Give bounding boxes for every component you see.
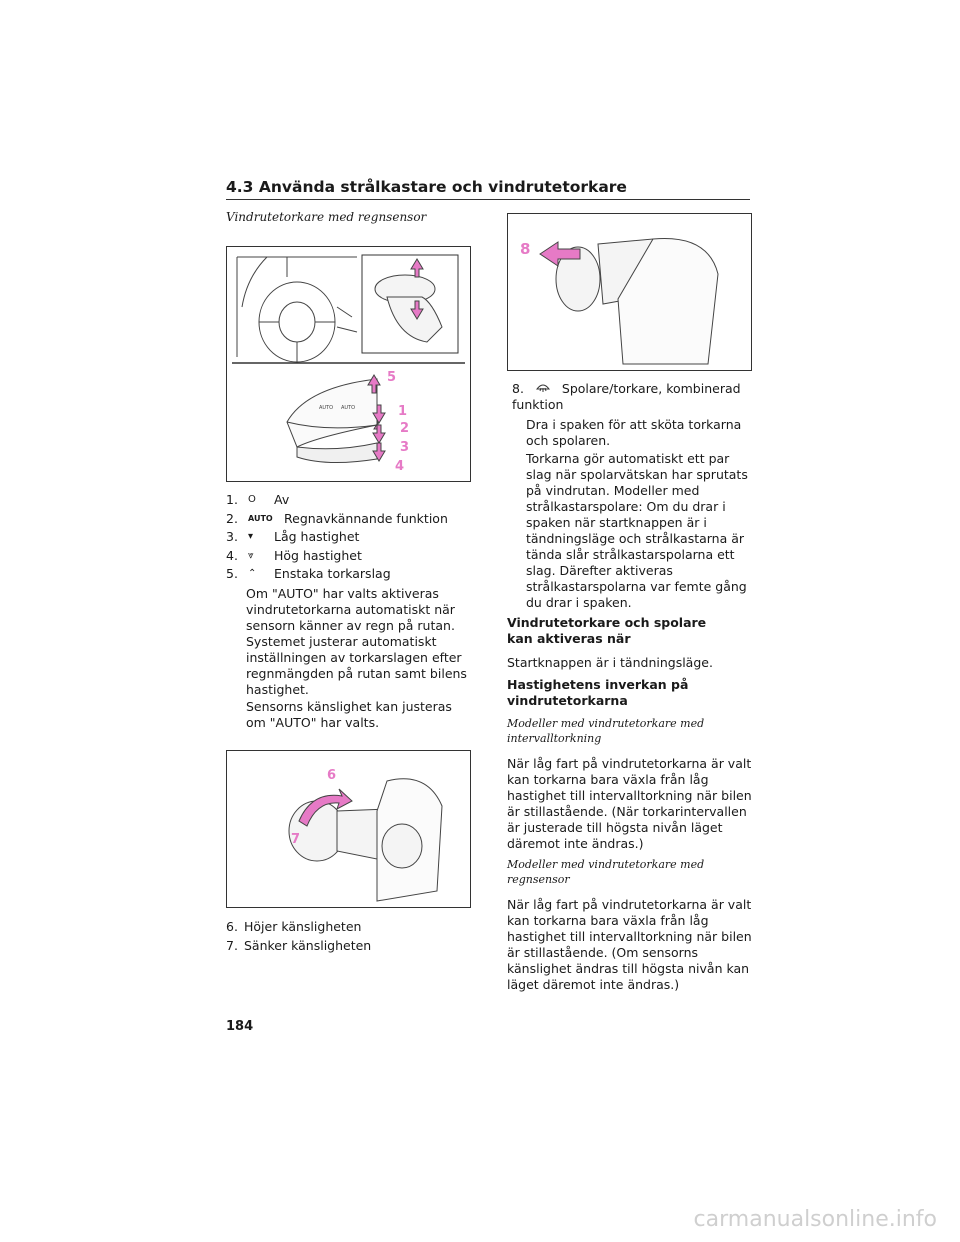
list-item: 4. ⩔ Hög hastighet — [226, 547, 476, 566]
watermark: carmanualsonline.info — [693, 1207, 937, 1232]
item-8-para-2: Torkarna gör automatiskt ett par slag när spolarvätskan har sprutats på vindrutan. Modeller med strålkastarspolare: Om du drar i spaken när startknappen är i tändningsläge och strålkastarna är tända slår strålkastarspolarna ett slag. Därefter aktiveras strålkastarspolarna var femte gång du drar i spaken. — [526, 451, 748, 610]
item-8-para-1: Dra i spaken för att sköta torkarna och spolaren. — [526, 417, 742, 448]
list-item: 3. ▾ Låg hastighet — [226, 528, 476, 547]
item-8: 8. Spolare/torkare, kombinerad funktion — [512, 381, 741, 412]
double-chevron-icon: ⩔ — [248, 549, 254, 561]
figure-subtitle: Vindrutetorkare med regnsensor — [226, 210, 427, 224]
page-number: 184 — [226, 1019, 254, 1034]
heading-speed: Hastighetens inverkan på vindrutetorkarna — [507, 677, 689, 708]
single-chevron-icon: ▾ — [248, 531, 254, 542]
models-intermittent: Modeller med vindrutetorkare med intervalltorkning — [507, 717, 705, 745]
washer-icon — [528, 381, 558, 397]
callout-8: 8 — [520, 240, 531, 258]
list-item: 7. Sänker känsligheten — [226, 937, 372, 953]
sensitivity-ring-figure — [226, 750, 471, 908]
section-title: 4.3 Använda strålkastare och vindrutetorkare — [226, 178, 627, 196]
auto-description: Om "AUTO" har valts aktiveras vindrutetorkarna automatiskt när sensorn känner av regn på rutan. Systemet justerar automatiskt inställningen av torkarslagen efter regnmängden på rutan samt bilens hastighet. — [246, 586, 467, 697]
sensitivity-note: Sensorns känslighet kan justeras om "AUTO" har valts. — [246, 699, 452, 730]
list-item: 5. ⌃ Enstaka torkarslag — [226, 565, 476, 584]
wiper-lever-illustration — [227, 247, 470, 481]
wiper-mode-list — [226, 491, 476, 584]
section-divider — [226, 199, 750, 200]
list-item: 1. O Av — [226, 491, 476, 510]
callout-4: 4 — [395, 459, 405, 474]
rain-sensor-text: När låg fart på vindrutetorkarna är valt kan torkarna bara växla från låg hastighet till intervalltorkning när bilen är stillastående. (Om sensorns känslighet ändras till högsta nivån kan läget däremot inte ändras.) — [507, 897, 752, 992]
models-rain-sensor: Modeller med vindrutetorkare med regnsensor — [507, 858, 705, 886]
lever-auto-label-2: AUTO — [341, 405, 356, 411]
activation-text: Startknappen är i tändningsläge. — [507, 655, 713, 670]
intermittent-text: När låg fart på vindrutetorkarna är valt kan torkarna bara växla från låg hastighet till intervalltorkning när bilen är stillastående. (När torkarintervallen är justerade till högsta nivån läget däremot inte ändras.) — [507, 756, 752, 851]
washer-pull-illustration — [508, 214, 751, 370]
callout-5: 5 — [387, 370, 397, 385]
mist-icon: ⌃ — [248, 568, 257, 579]
callout-7: 7 — [291, 832, 301, 847]
auto-icon: AUTO — [248, 513, 273, 523]
off-icon: O — [248, 494, 256, 505]
callout-6: 6 — [327, 768, 337, 783]
sensitivity-ring-illustration — [227, 751, 470, 907]
wiper-lever-figure — [226, 246, 471, 482]
heading-activation: Vindrutetorkare och spolare kan aktiveras när — [507, 615, 707, 646]
list-item: 2. AUTO Regnavkännande funktion — [226, 510, 476, 529]
sensitivity-list — [226, 918, 476, 955]
callout-1: 1 — [398, 404, 408, 419]
list-item: 6. Höjer känsligheten — [226, 919, 362, 934]
callout-2: 2 — [400, 421, 410, 436]
lever-auto-label-1: AUTO — [319, 405, 334, 411]
washer-pull-figure — [507, 213, 752, 371]
callout-3: 3 — [400, 440, 410, 455]
